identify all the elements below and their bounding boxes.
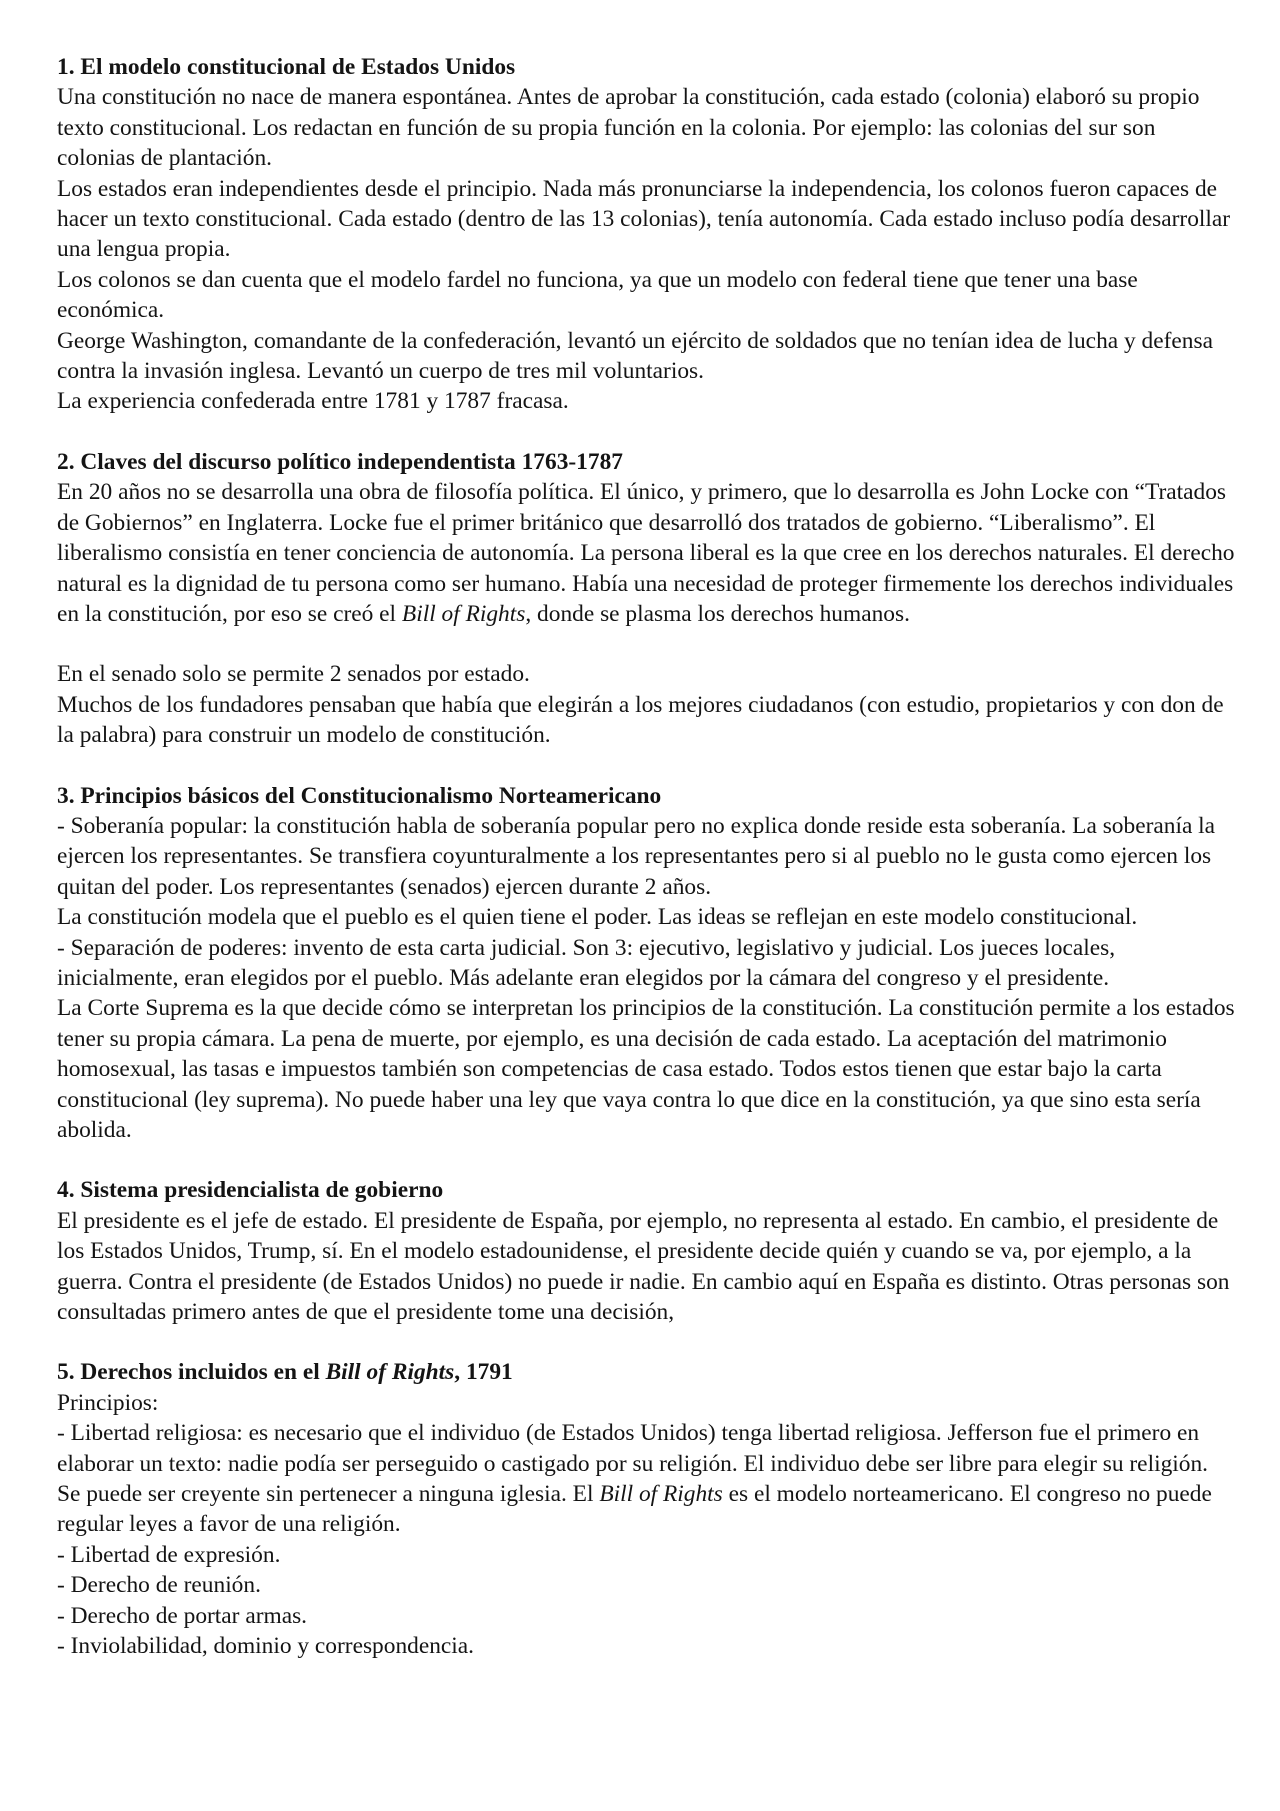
section-heading — [57, 1357, 1237, 1387]
document-page — [57, 52, 1237, 1662]
italic-title: Bill of Rights — [401, 600, 526, 627]
section-5 — [57, 1357, 1237, 1661]
italic-title: Bill of Rights — [599, 1481, 723, 1508]
paragraph-text: En 20 años no se desarrolla una obra de filosofía política. El único, y primero, que lo desarrolla es John Locke con “Tratados de Gobiernos” en Inglaterra. Locke fue el primer británico que desarrolló dos tratados de gobierno. “Liberalismo”. El liberalismo consistía en tener conciencia de autonomía. La persona liberal es la que cree en los derechos naturales. El derecho natural es la dignidad de tu persona como ser humano. Había una necesidad de proteger firmemente los derechos individuales en la constitución, por eso se creó el — [57, 479, 1235, 627]
section-4 — [57, 1175, 1237, 1327]
paragraph — [57, 477, 1237, 629]
paragraph: La Corte Suprema es la que decide cómo se interpretan los principios de la constitución. La constitución permite a los estados tener su propia cámara. La pena de muerte, por ejemplo, es una decisión de cada estado. La aceptación del matrimonio homosexual, las tasas e impuestos también son competencias de casa estado. Todos estos tienen que estar bajo la carta constitucional (ley suprema). No puede haber una ley que vaya contra lo que dice en la constitución, ya que sino esta sería abolida. — [57, 995, 1235, 1143]
paragraph: Una constitución no nace de manera espontánea. Antes de aprobar la constitución, cada estado (colonia) elaboró su propio texto constitucional. Los redactan en función de su propia función en la colonia. Por ejemplo: las colonias del sur son colonias de plantación. — [57, 84, 1200, 172]
section-heading: 4. Sistema presidencialista de gobierno — [57, 1177, 444, 1204]
list-item: - Derecho de reunión. — [57, 1572, 261, 1599]
list-item: - Libertad de expresión. — [57, 1541, 281, 1568]
list-item: - Inviolabilidad, dominio y correspondencia. — [57, 1633, 475, 1660]
section-2 — [57, 447, 1237, 751]
italic-title: Bill of Rights — [325, 1359, 455, 1386]
paragraph: Los estados eran independientes desde el principio. Nada más pronunciarse la independencia, los colonos fueron capaces de hacer un texto constitucional. Cada estado (dentro de las 13 colonias), tenía autonomía. Cada estado incluso podía desarrollar una lengua propia. — [57, 175, 1231, 263]
paragraph: Los colonos se dan cuenta que el modelo fardel no funciona, ya que un modelo con federal tiene que tener una base económica. — [57, 266, 1138, 324]
heading-text: , 1791 — [454, 1359, 513, 1386]
paragraph: El presidente es el jefe de estado. El presidente de España, por ejemplo, no representa al estado. En cambio, el presidente de los Estados Unidos, Trump, sí. En el modelo estadounidense, el presidente decide quién y cuando se va, por ejemplo, a la guerra. Contra el presidente (de Estados Unidos) no puede ir nadie. En cambio aquí en España es distinto. Otras personas son consultadas primero antes de que el presidente tome una decisión, — [57, 1207, 1230, 1326]
section-heading: 2. Claves del discurso político independentista 1763-1787 — [57, 448, 623, 475]
paragraph-text: - Libertad religiosa: es necesario que el individuo (de Estados Unidos) tenga libertad religiosa. Jefferson fue el primero en elaborar un texto: nadie podía ser perseguido o castigado por su religión. El individuo debe ser libre para elegir su religión. Se puede ser creyente sin pertenecer a ninguna iglesia. El — [57, 1420, 1208, 1508]
section-1 — [57, 52, 1237, 417]
paragraph-text: , donde se plasma los derechos humanos. — [525, 600, 910, 627]
paragraph: En el senado solo se permite 2 senados por estado. — [57, 661, 530, 688]
paragraph: - Soberanía popular: la constitución habla de soberanía popular pero no explica donde reside esta soberanía. La soberanía la ejercen los representantes. Se transfiera coyunturalmente a los representantes pero si al pueblo no le gusta como ejercen los quitan del poder. Los representantes (senados) ejercen durante 2 años. — [57, 812, 1216, 900]
section-3 — [57, 781, 1237, 1146]
paragraph: - Separación de poderes: invento de esta carta judicial. Son 3: ejecutivo, legislativo y judicial. Los jueces locales, inicialmente, eran elegidos por el pueblo. Más adelante eran elegidos por la cámara del congreso y el presidente. — [57, 934, 1116, 991]
paragraph-spacer — [57, 629, 1237, 659]
paragraph: La constitución modela que el pueblo es el quien tiene el poder. Las ideas se reflejan en este modelo constitucional. — [57, 904, 1138, 931]
section-heading: 1. El modelo constitucional de Estados Unidos — [57, 54, 516, 80]
list-item: - Derecho de portar armas. — [57, 1602, 308, 1629]
paragraph: La experiencia confederada entre 1781 y 1787 fracasa. — [57, 388, 569, 415]
section-heading: 3. Principios básicos del Constitucionalismo Norteamericano — [57, 782, 662, 809]
paragraph: George Washington, comandante de la confederación, levantó un ejército de soldados que no tenían idea de lucha y defensa contra la invasión inglesa. Levantó un cuerpo de tres mil voluntarios. — [57, 327, 1213, 385]
paragraph — [57, 1418, 1237, 1540]
paragraph: Principios: — [57, 1389, 159, 1416]
paragraph-text: es el modelo norteamericano. El congreso no puede regular leyes a favor de una religión. — [57, 1481, 1212, 1538]
paragraph: Muchos de los fundadores pensaban que había que elegirán a los mejores ciudadanos (con estudio, propietarios y con don de la palabra) para construir un modelo de constitución. — [57, 691, 1224, 749]
heading-text: 5. Derechos incluidos en el — [57, 1359, 326, 1386]
